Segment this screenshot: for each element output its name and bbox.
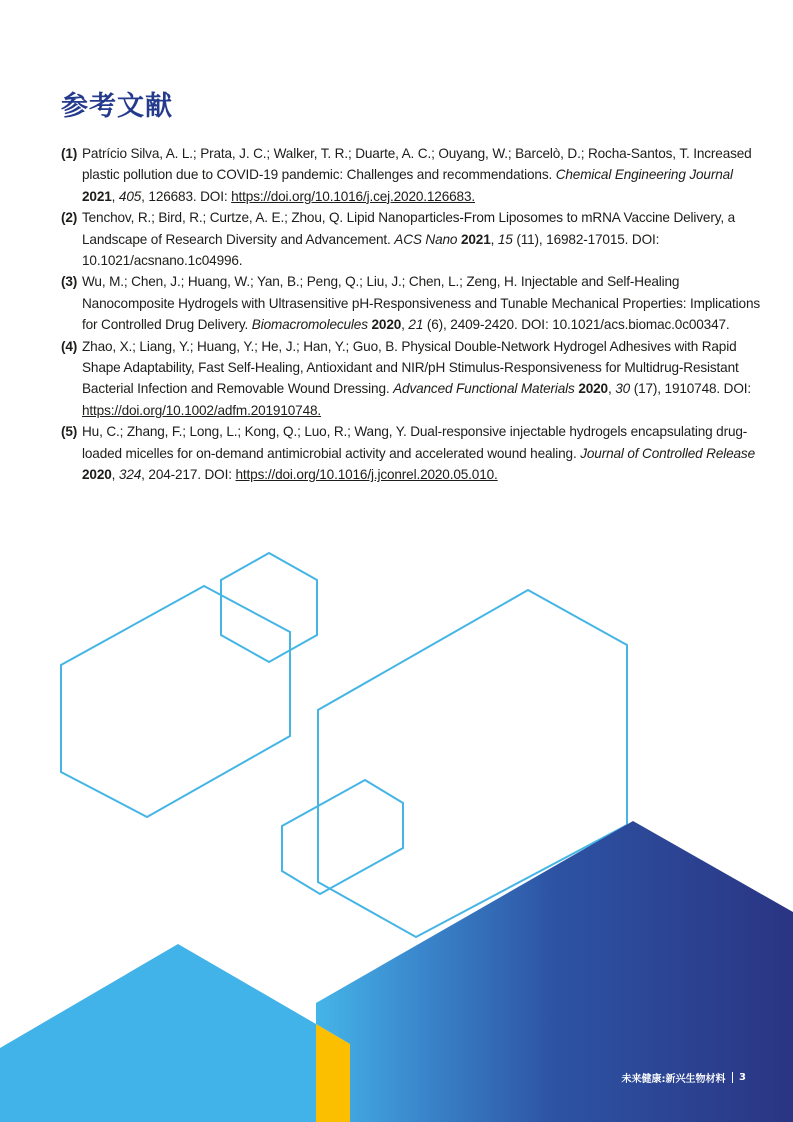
page-title: 参考文献 (61, 91, 173, 122)
reference-volume: 15 (497, 231, 513, 247)
reference-volume: 30 (615, 381, 631, 397)
reference-journal: Advanced Functional Materials (393, 381, 575, 397)
reference-authors-title: Wu, M.; Chen, J.; Huang, W.; Yan, B.; Peng, Q.; Liu, J.; Chen, L.; Zeng, H. Injectable and Self-Healing Nanocomposite Hydrogels with Ultrasensitive pH-Responsiveness and Tunable Mechanical Properties: Implications for Controlled Drug Delivery. (82, 274, 761, 333)
reference-year: 2021 (82, 188, 112, 204)
reference-number: (3) (61, 274, 78, 290)
reference-number: (2) (61, 210, 78, 226)
reference-authors-title: Hu, C.; Zhang, F.; Long, L.; Kong, Q.; Luo, R.; Wang, Y. Dual-responsive injectable hydrogels encapsulating drug-loaded micelles for on-demand antimicrobial activity and accelerated wound healing. (82, 424, 748, 461)
reference-item: (1) Patrício Silva, A. L.; Prata, J. C.; Walker, T. R.; Duarte, A. C.; Ouyang, W.; Barcelò, D.; Rocha-Santos, T. Increased plastic pollution due to COVID-19 pandemic: Challenges and recommendations. Chemical Engineering Journal 2021, 405, 126683. DOI: https://doi.org/10.1016/j.cej.2020.126683. (61, 143, 761, 207)
reference-pages: (11), 16982-17015. DOI: 10.1021/acsnano.1c04996. (82, 231, 660, 269)
reference-journal: ACS Nano (394, 231, 458, 247)
footer-separator (732, 1072, 734, 1083)
reference-pages: , 204-217. DOI: (141, 467, 232, 483)
reference-journal: Journal of Controlled Release (580, 445, 755, 461)
reference-volume: 405 (118, 188, 142, 204)
reference-item: (5) Hu, C.; Zhang, F.; Long, L.; Kong, Q.; Luo, R.; Wang, Y. Dual-responsive injectable hydrogels encapsulating drug-loaded micelles for on-demand antimicrobial activity and accelerated wound healing. Journal of Controlled Release 2020, 324, 204-217. DOI: https://doi.org/10.1016/j.jconrel.2020.05.010. (61, 421, 761, 485)
reference-volume: 21 (408, 317, 424, 333)
reference-authors-title: Tenchov, R.; Bird, R.; Curtze, A. E.; Zhou, Q. Lipid Nanoparticles-From Liposomes to mRNA Vaccine Delivery, a Landscape of Research Diversity and Advancement. (82, 210, 736, 247)
reference-volume: 324 (118, 467, 142, 483)
footer-title: 未来健康:新兴生物材料 (621, 1074, 726, 1085)
hexagon-outline-large-left (61, 586, 290, 817)
reference-number: (1) (61, 146, 78, 161)
page-footer (622, 1070, 746, 1085)
reference-pages: , 126683. DOI: (141, 188, 228, 204)
reference-item: (2) Tenchov, R.; Bird, R.; Curtze, A. E.; Zhou, Q. Lipid Nanoparticles-From Liposomes to mRNA Vaccine Delivery, a Landscape of Research Diversity and Advancement. ACS Nano 2021, 15 (11), 16982-17015. DOI: 10.1021/acsnano.1c04996. (61, 207, 761, 271)
reference-year: 2020 (371, 317, 402, 333)
reference-number: (4) (61, 338, 78, 354)
reference-journal: Chemical Engineering Journal (555, 167, 733, 183)
light-blue-shape (0, 944, 316, 1122)
reference-journal: Biomacromolecules (251, 317, 368, 333)
reference-number: (5) (61, 424, 78, 440)
hexagon-outline-small-bottom (282, 780, 403, 894)
doi-link[interactable]: https://doi.org/10.1016/j.cej.2020.126683. (231, 188, 475, 204)
reference-authors-title: Zhao, X.; Liang, Y.; Huang, Y.; He, J.; Han, Y.; Guo, B. Physical Double-Network Hydrogel Adhesives with Rapid Shape Adaptability, Fast Self-Healing, Antioxidant and NIR/pH Stimulus-Responsiveness for Multidrug-Resistant Bacterial Infection and Removable Wound Dressing. (82, 338, 739, 397)
reference-year: 2021 (460, 231, 491, 247)
page-number: 3 (739, 1072, 746, 1083)
reference-authors-title: Patrício Silva, A. L.; Prata, J. C.; Walker, T. R.; Duarte, A. C.; Ouyang, W.; Barcelò, D.; Rocha-Santos, T. Increased plastic pollution due to COVID-19 pandemic: Challenges and recommendations. (82, 146, 752, 183)
reference-item: (4) Zhao, X.; Liang, Y.; Huang, Y.; He, J.; Han, Y.; Guo, B. Physical Double-Network Hydrogel Adhesives with Rapid Shape Adaptability, Fast Self-Healing, Antioxidant and NIR/pH Stimulus-Responsiveness for Multidrug-Resistant Bacterial Infection and Removable Wound Dressing. Advanced Functional Materials 2020, 30 (17), 1910748. DOI: https://doi.org/10.1002/adfm.201910748. (61, 336, 761, 422)
hexagon-outline-small-top (221, 553, 317, 662)
reference-item: (3) Wu, M.; Chen, J.; Huang, W.; Yan, B.; Peng, Q.; Liu, J.; Chen, L.; Zeng, H. Injectable and Self-Healing Nanocomposite Hydrogels with Ultrasensitive pH-Responsiveness and Tunable Mechanical Properties: Implications for Controlled Drug Delivery. Biomacromolecules 2020, 21 (6), 2409-2420. DOI: 10.1021/acs.biomac.0c00347. (61, 271, 761, 335)
reference-pages: (17), 1910748. DOI: (633, 381, 751, 397)
doi-link[interactable]: https://doi.org/10.1016/j.jconrel.2020.05.010. (235, 467, 498, 483)
reference-pages: (6), 2409-2420. DOI: 10.1021/acs.biomac.0c00347. (426, 317, 730, 333)
doi-link[interactable]: https://doi.org/10.1002/adfm.201910748. (82, 402, 322, 418)
reference-year: 2020 (578, 381, 608, 397)
reference-year: 2020 (82, 467, 112, 483)
